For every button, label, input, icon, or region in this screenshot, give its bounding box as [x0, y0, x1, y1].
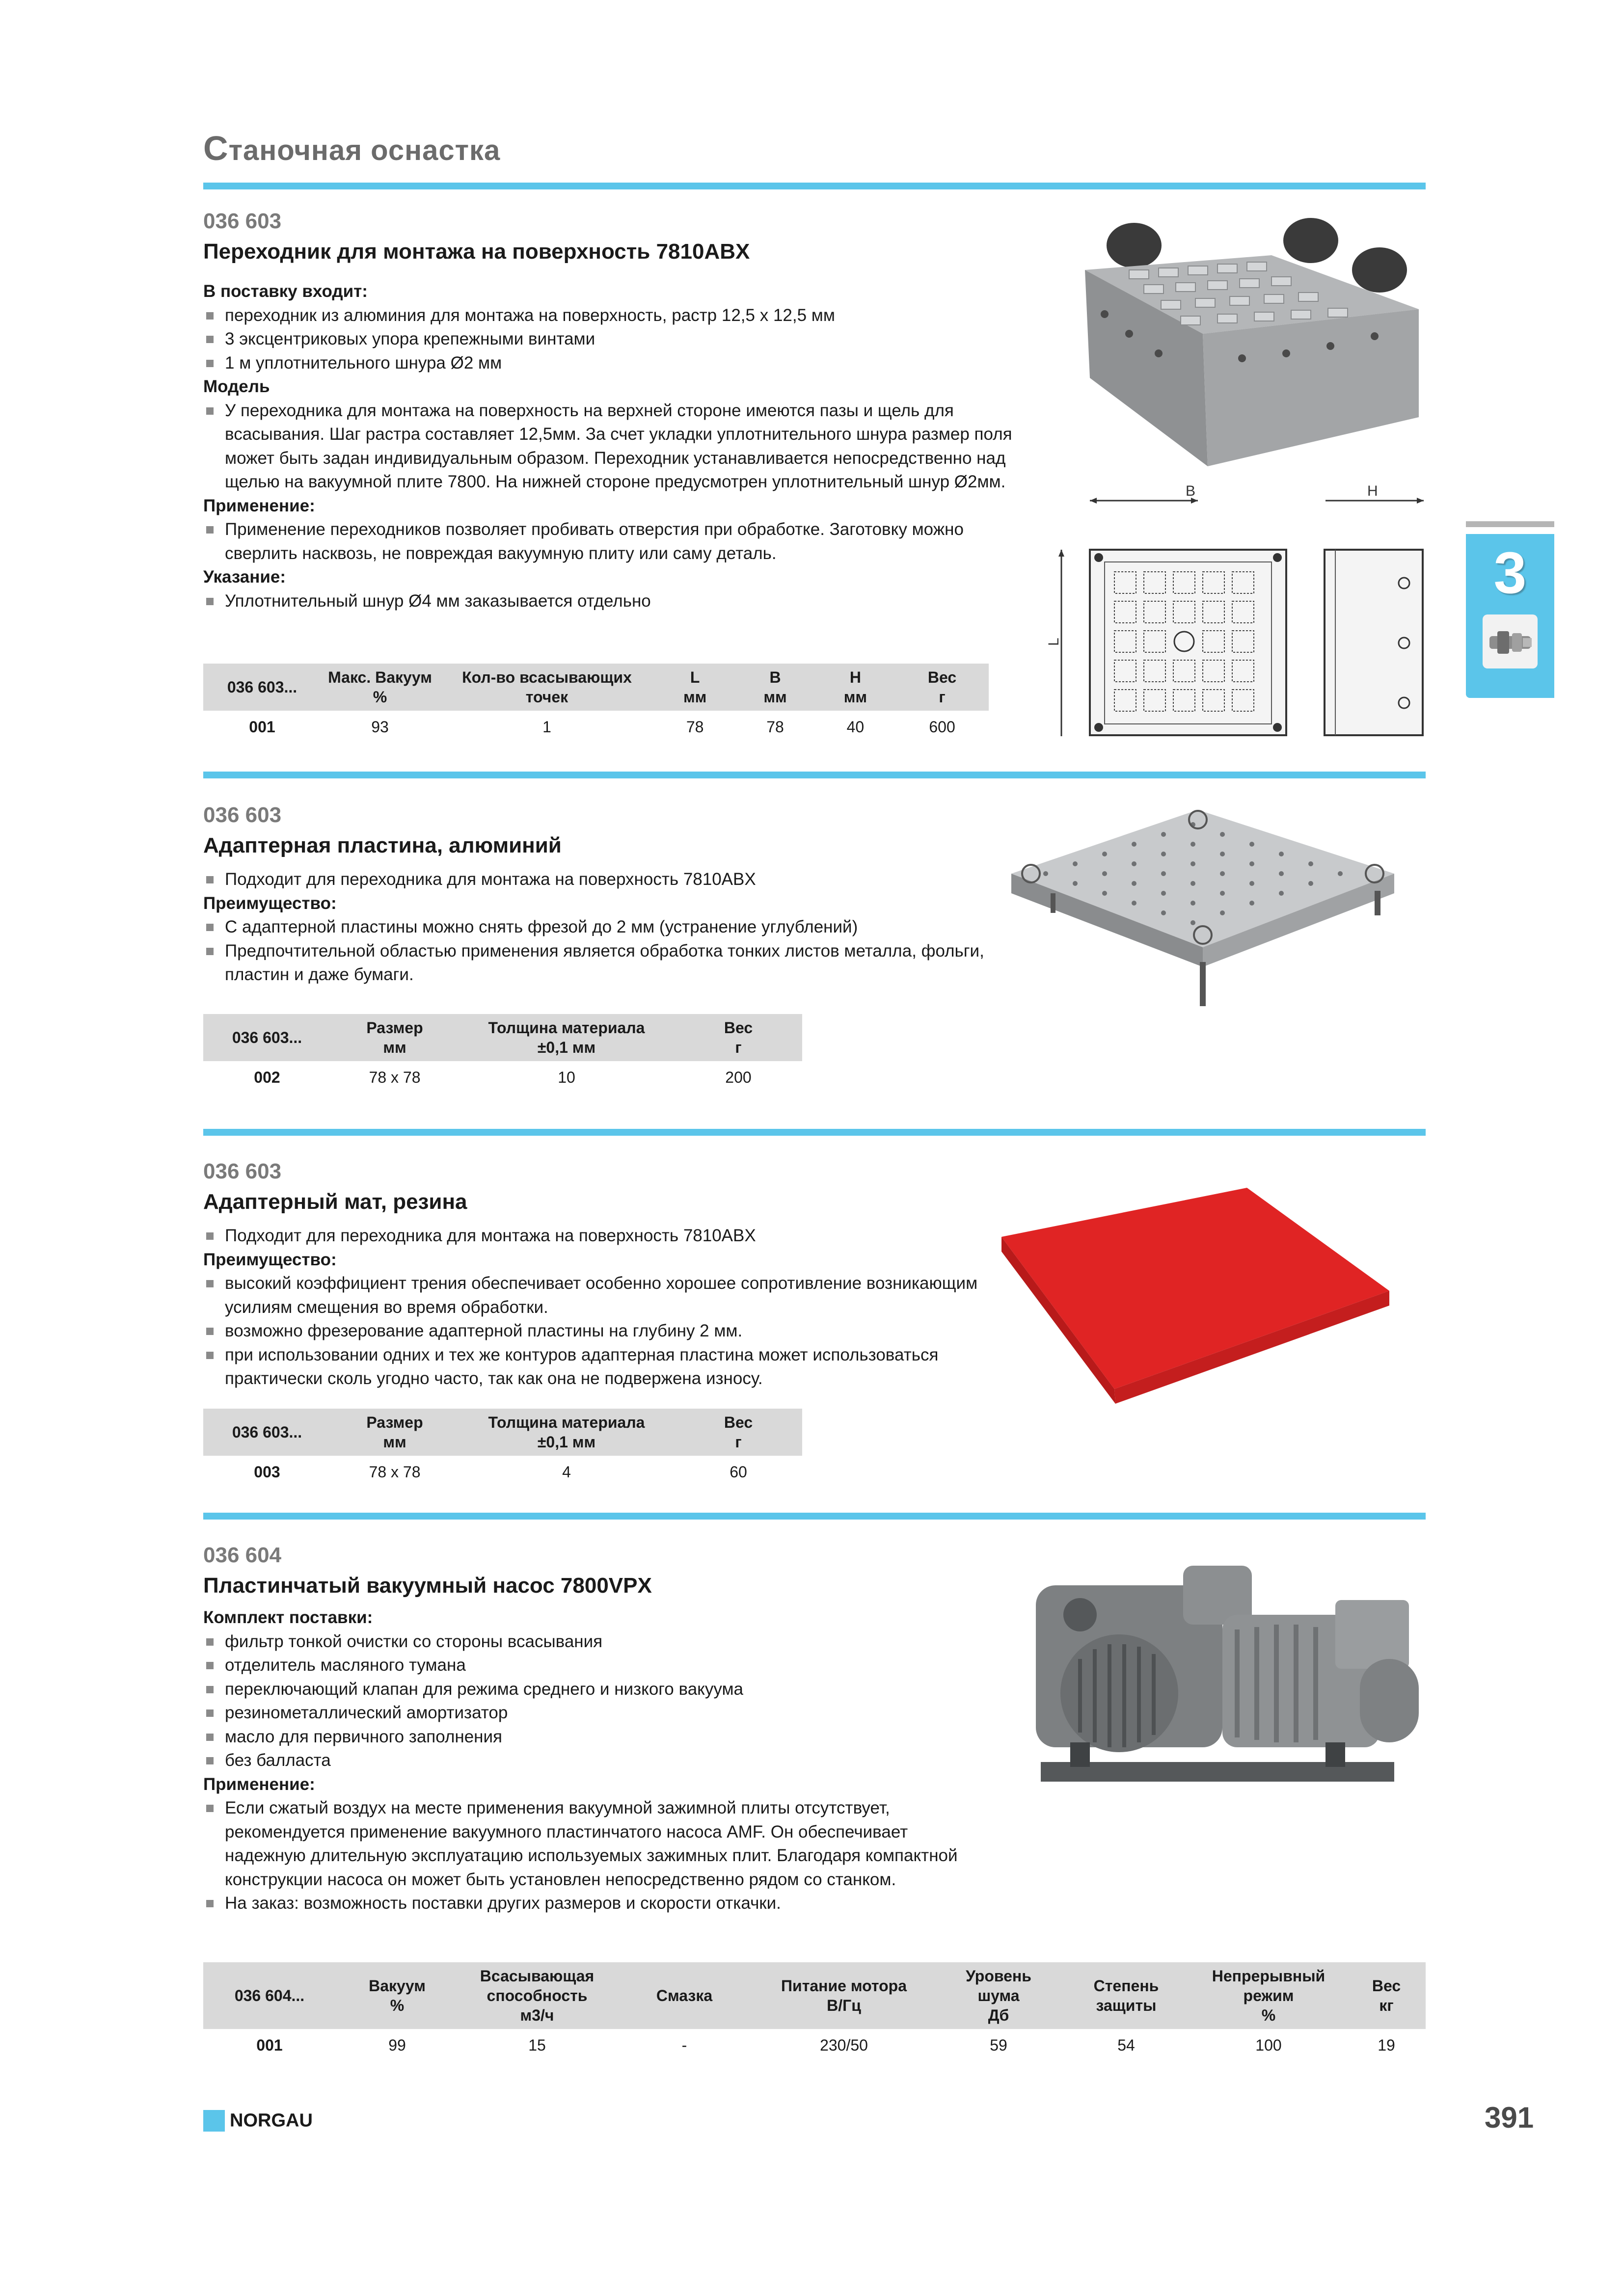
- table-cell: 600: [929, 718, 955, 736]
- heading-included: В поставку входит:: [203, 282, 368, 301]
- col-header: Всасывающая способность м3/ч: [459, 1962, 616, 2029]
- table-cell: 78 x 78: [369, 1463, 421, 1481]
- product-description: [203, 1606, 989, 1916]
- table-cell: 99: [388, 2036, 406, 2054]
- col-header: Размер мм: [331, 1409, 459, 1456]
- section-divider: [203, 772, 1426, 778]
- list-item: На заказ: возможность поставки других размеров и скорости откачки.: [203, 1892, 989, 1916]
- col-header: 036 603...: [203, 1409, 331, 1456]
- list-item: 1 м уплотнительного шнура Ø2 мм: [203, 351, 1028, 375]
- product-code: 036 604: [203, 1543, 282, 1567]
- heading-note: Указание:: [203, 567, 286, 587]
- table-header-row: [203, 1962, 1426, 2029]
- table-cell: 4: [562, 1463, 571, 1481]
- col-header: Размер мм: [331, 1014, 459, 1061]
- list-item: без балласта: [203, 1749, 989, 1773]
- table-cell: 15: [528, 2036, 546, 2054]
- table-row: [203, 2029, 1426, 2061]
- table-cell: 54: [1117, 2036, 1135, 2054]
- list-item: переключающий клапан для режима среднего и низкого вакуума: [203, 1678, 989, 1702]
- col-header: 036 603...: [203, 1014, 331, 1061]
- list-item: переходник из алюминия для монтажа на поверхность, растр 12,5 х 12,5 мм: [203, 304, 1028, 328]
- table-cell: 40: [846, 718, 865, 736]
- col-header: L мм: [655, 664, 735, 711]
- heading-advantage: Преимущество:: [203, 893, 337, 913]
- product-title: Адаптерный мат, резина: [203, 1190, 467, 1214]
- product-description: [203, 1224, 999, 1391]
- col-header: Смазка: [616, 1962, 753, 2029]
- table-cell: 001: [256, 2036, 283, 2054]
- table-cell: 78: [686, 718, 704, 736]
- col-header: Макс. Вакуум %: [321, 664, 439, 711]
- table-row: [203, 711, 989, 743]
- col-header: 036 604...: [203, 1962, 336, 2029]
- product-title: Адаптерная пластина, алюминий: [203, 833, 562, 857]
- list-item: У переходника для монтажа на поверхность на верхней стороне имеются пазы и щель для всасывания. Шаг растра составляет 12,5мм. За счет укладки уплотнительного шнура размер поля может быть задан индивидуальным образом. Переходник устанавливается непосредственно над щелью на вакуумной плите 7800. На нижней стороне предусмотрен уплотнительный шнур Ø2мм.: [203, 399, 1028, 494]
- spec-table: [203, 664, 989, 743]
- table-header-row: [203, 1409, 802, 1456]
- spec-table: [203, 1409, 802, 1488]
- heading-kit: Комплект поставки:: [203, 1608, 373, 1627]
- list-item: 3 эксцентриковых упора крепежными винтами: [203, 327, 1028, 351]
- spec-table: [203, 1014, 802, 1094]
- list-item: возможно фрезерование адаптерной пластины на глубину 2 мм.: [203, 1319, 999, 1343]
- product-title: Переходник для монтажа на поверхность 7810ABX: [203, 240, 750, 264]
- table-cell: 78: [766, 718, 784, 736]
- col-header: Степень защиты: [1062, 1962, 1190, 2029]
- page-title: Станочная оснастка: [203, 129, 501, 167]
- heading-use: Применение:: [203, 1774, 315, 1794]
- product-code: 036 603: [203, 209, 282, 233]
- table-header-row: [203, 664, 989, 711]
- col-header: Толщина материала ±0,1 мм: [459, 1409, 675, 1456]
- col-header: Вес г: [675, 1014, 802, 1061]
- table-cell: 93: [371, 718, 389, 736]
- list-item: Подходит для переходника для монтажа на поверхность 7810ABX: [203, 1224, 999, 1248]
- section-divider: [203, 1513, 1426, 1520]
- adapter-plate-image: [1001, 800, 1404, 1026]
- table-cell: 1: [542, 718, 551, 736]
- table-cell: 10: [558, 1068, 575, 1086]
- product-description: [203, 868, 999, 987]
- col-header: Толщина материала ±0,1 мм: [459, 1014, 675, 1061]
- list-item: высокий коэффициент трения обеспечивает особенно хорошее сопротивление возникающим усилиям смещения во время обработки.: [203, 1272, 999, 1319]
- list-item: С адаптерной пластины можно снять фрезой до 2 мм (устранение углублений): [203, 915, 999, 939]
- table-cell: 60: [730, 1463, 747, 1481]
- adapter-block-image: [1075, 211, 1429, 486]
- table-row: [203, 1061, 802, 1094]
- dim-h-label: H: [1367, 483, 1378, 499]
- heading-model: Модель: [203, 377, 270, 396]
- dim-b-label: B: [1186, 483, 1196, 499]
- col-header: Вакуум %: [336, 1962, 459, 2029]
- spec-table: [203, 1962, 1426, 2061]
- brand-footer: [203, 2109, 313, 2132]
- col-header: H мм: [815, 664, 895, 711]
- section-divider: [203, 1129, 1426, 1136]
- table-row: [203, 1456, 802, 1488]
- product-description: [203, 280, 1028, 613]
- brand-name: NORGAU: [230, 2110, 313, 2131]
- table-cell: 19: [1378, 2036, 1395, 2054]
- list-item: Применение переходников позволяет пробивать отверстия при обработке. Заготовку можно сверлить насквозь, не повреждая вакуумную плиту или саму деталь.: [203, 518, 1028, 565]
- dim-l-label: L: [1046, 638, 1062, 646]
- product-code: 036 603: [203, 1159, 282, 1183]
- dimension-drawing: [1046, 481, 1438, 746]
- table-cell: 001: [249, 718, 275, 736]
- list-item: Предпочтительной областью применения является обработка тонких листов металла, фольги, пластин и даже бумаги.: [203, 939, 999, 987]
- brand-logo-square: [203, 2110, 225, 2132]
- rubber-mat-image: [987, 1173, 1404, 1418]
- vacuum-pump-image: [1021, 1546, 1424, 1806]
- col-header: Кол-во всасывающих точек: [439, 664, 655, 711]
- col-header: Вес кг: [1347, 1962, 1426, 2029]
- table-cell: 59: [990, 2036, 1007, 2054]
- heading-use: Применение:: [203, 496, 315, 515]
- col-header: 036 603...: [203, 664, 321, 711]
- product-title: Пластинчатый вакуумный насос 7800VPX: [203, 1574, 652, 1598]
- list-item: фильтр тонкой очистки со стороны всасывания: [203, 1630, 989, 1654]
- table-cell: 003: [254, 1463, 280, 1481]
- table-cell: -: [681, 2036, 687, 2054]
- table-cell: 200: [725, 1068, 752, 1086]
- section-divider: [203, 183, 1426, 189]
- coupling-icon: [1483, 614, 1538, 668]
- list-item: Если сжатый воздух на месте применения вакуумной зажимной плиты отсутствует, рекомендуется применение вакуумного пластинчатого насоса AMF. Он обеспечивает надежную длительную эксплуатацию используемых зажимных плит. Благодаря компактной конструкции насоса он может быть установлен непосредственно рядом со станком.: [203, 1796, 989, 1892]
- chapter-tab: [1466, 521, 1554, 698]
- page-number: 391: [1485, 2101, 1534, 2134]
- product-code: 036 603: [203, 803, 282, 827]
- col-header: Вес г: [895, 664, 989, 711]
- list-item: при использовании одних и тех же контуров адаптерная пластина может использоваться практически сколь угодно часто, так как она не подвержена износу.: [203, 1343, 999, 1391]
- col-header: B мм: [735, 664, 815, 711]
- col-header: Вес г: [675, 1409, 802, 1456]
- list-item: резинометаллический амортизатор: [203, 1701, 989, 1725]
- chapter-number: 3: [1493, 540, 1527, 606]
- table-cell: 78 x 78: [369, 1068, 421, 1086]
- list-item: Уплотнительный шнур Ø4 мм заказывается отдельно: [203, 589, 1028, 614]
- list-item: Подходит для переходника для монтажа на поверхность 7810ABX: [203, 868, 999, 892]
- table-header-row: [203, 1014, 802, 1061]
- table-cell: 002: [254, 1068, 280, 1086]
- list-item: отделитель масляного тумана: [203, 1654, 989, 1678]
- col-header: Питание мотора В/Гц: [753, 1962, 935, 2029]
- table-cell: 100: [1255, 2036, 1282, 2054]
- table-cell: 230/50: [820, 2036, 868, 2054]
- col-header: Уровень шума Дб: [935, 1962, 1062, 2029]
- list-item: масло для первичного заполнения: [203, 1725, 989, 1749]
- col-header: Непрерывный режим %: [1190, 1962, 1347, 2029]
- heading-advantage: Преимущество:: [203, 1250, 337, 1269]
